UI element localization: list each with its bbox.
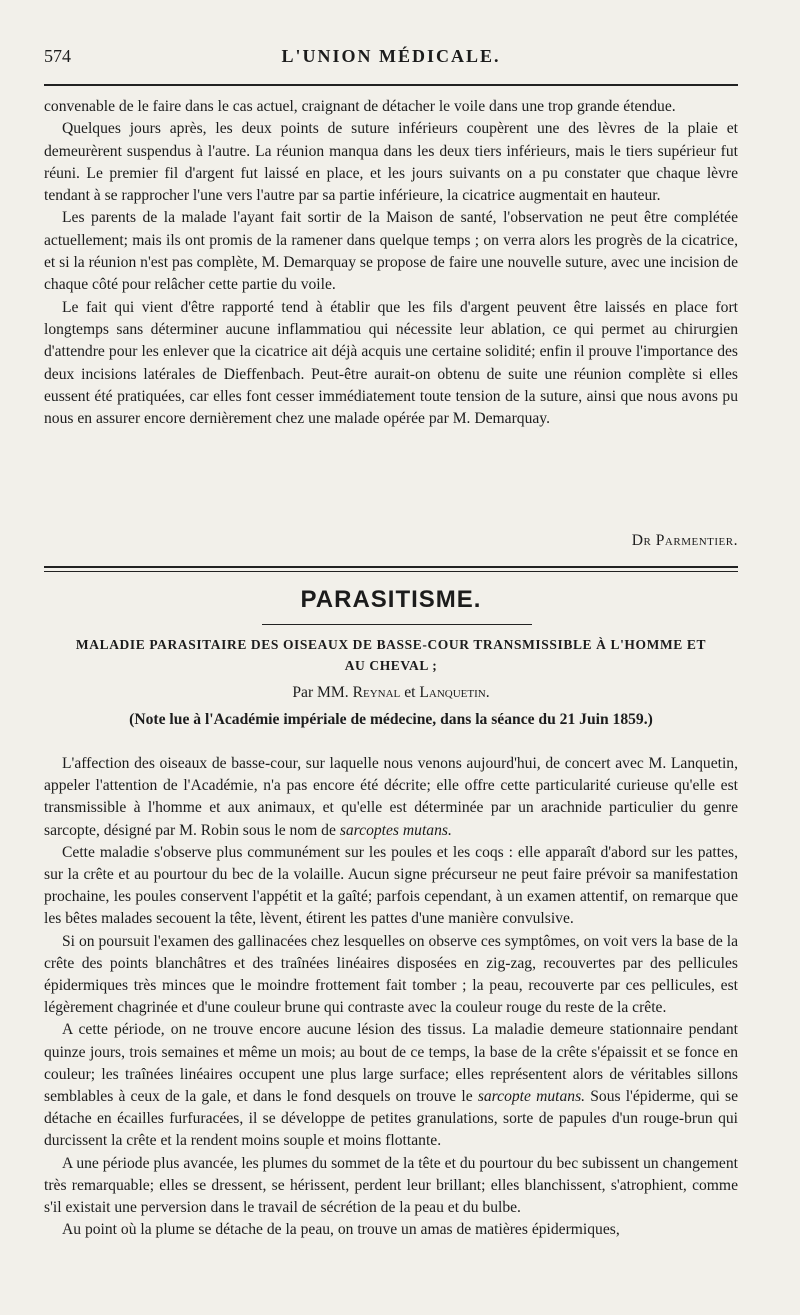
article-authors xyxy=(44,684,738,702)
paragraph xyxy=(44,753,738,842)
running-header xyxy=(44,46,738,76)
paragraph: Le fait qui vient d'être rapporté tend à établir que les fils d'argent peuvent être laissés en place fort longtemps sans déterminer aucune inflammatiou qui nécessite leur ablation, ce qui permet au chirurgien d'attendre pour les enlever que la cicatrice ait déjà acquis une certaine solidité; enfin il prouve l'importance des deux incisions latérales de Dieffenbach. Peut-être aurait-on obtenu de suite une réunion complète si elles eussent été pratiquées, car elles font cesser immédiatement toute tension de la suture, ainsi que nous avons pu nous en assurer encore dernièrement chez une malade opérée par M. Demarquay. xyxy=(44,298,738,428)
header-rule xyxy=(44,84,738,86)
section-title: PARASITISME. xyxy=(300,586,482,613)
journal-title: L'UNION MÉDICALE. xyxy=(281,46,501,66)
paragraph-text: A cette période, on ne trouve encore aucune lésion des tissus. La maladie demeure stationnaire pendant quinze jours, trois semaines et même un mois; au bout de ce temps, la base de la crête s'épaissit et se fonce en couleur; les traînées linéaires occupent une plus large surface; elles représentent alors de véritables sillons semblables à ceux de la gale, et dans le fond desquels on trouve le xyxy=(44,1021,738,1106)
paragraph-text: Sous l'épiderme, qui se détache en écailles furfuracées, il se développe de petites granulations, sorte de papules d'un rouge-brun qui durcissent la crête et la rendent moins souple et moins flottante. xyxy=(44,1088,739,1150)
paragraph: A une période plus avancée, les plumes du sommet de la tête et du pourtour du bec subissent un changement très remarquable; elles se dressent, se hérissent, perdent leur brillant; elles blanchissent, s'atrophient, comme s'il existait une perversion dans le travail de sécrétion de la peau et du bulbe. xyxy=(44,1154,738,1217)
author-name: Lanquetin. xyxy=(419,684,490,701)
title-underline xyxy=(262,624,532,625)
article-continuation xyxy=(44,96,738,430)
article-title-line-2: AU CHEVAL ; xyxy=(344,658,438,673)
paragraph: Les parents de la malade l'ayant fait sortir de la Maison de santé, l'observation ne peut être complétée actuellement; mais ils ont promis de la ramener dans quelque temps ; on verra alors les progrès de la cicatrice, et si la réunion n'est pas complète, M. Demarquay se propose de faire une nouvelle suture, avec une incision de chaque côté pour relâcher cette partie du voile. xyxy=(44,209,738,294)
paragraph-text: L'affection des oiseaux de basse-cour, sur laquelle nous venons aujourd'hui, de concert avec M. Lanquetin, appeler l'attention de l'Académie, n'a pas encore été décrite; elle offre cette particularité curieuse qu'elle est transmissible à l'homme et aux animaux, et qu'elle est déterminée par un arachnide particulier du genre sarcopte, désigné par M. Robin sous le nom de xyxy=(44,755,738,839)
paragraph: convenable de le faire dans le cas actuel, craignant de détacher le voile dans une trop grande étendue. xyxy=(44,98,676,115)
species-name: sarcopte mutans. xyxy=(477,1088,586,1106)
authors-joiner: et xyxy=(404,684,416,701)
article-note: (Note lue à l'Académie impériale de médecine, dans la séance du 21 Juin 1859.) xyxy=(129,711,653,728)
article-title-line-1: MALADIE PARASITAIRE DES OISEAUX DE BASSE-COUR TRANSMISSIBLE À L'HOMME ET xyxy=(75,637,707,652)
paragraph: Quelques jours après, les deux points de suture inférieurs coupèrent une des lèvres de la plaie et demeurèrent suspendus à l'autre. La réunion manqua dans les deux tiers inférieurs, mais le tiers supérieur fut réuni. Le premier fil d'argent fut laissé en place, et les jours suivants on a pu constater que chaque lèvre tendant à se rapprocher l'une vers l'autre par sa partie inférieure, la cicatrice augmentait en hauteur. xyxy=(44,120,738,205)
paragraph: Cette maladie s'observe plus communément sur les poules et les coqs : elle apparaît d'abord sur les pattes, sur la crête et au pourtour du bec de la volaille. Aucun signe précurseur ne peut faire prévoir sa manifestation prochaine, les poules conservent l'appétit et la gaîté; parfois cependant, à un examen attentif, on remarque que les bêtes malades secouent la tête, lèvent, étirent les pattes d'une manière convulsive. xyxy=(44,843,738,928)
species-name: sarcoptes mutans. xyxy=(339,821,452,839)
authors-prefix: Par MM. xyxy=(292,684,349,701)
paragraph xyxy=(44,1019,738,1152)
page-number: 574 xyxy=(44,46,71,66)
author-name: Reynal xyxy=(352,684,401,701)
paragraph: Au point où la plume se détache de la peau, on trouve un amas de matières épidermiques, xyxy=(62,1221,620,1239)
article-title xyxy=(44,634,738,676)
section-divider-thin xyxy=(44,571,738,572)
article-body xyxy=(44,753,738,1241)
author-signature: Dr Parmentier. xyxy=(631,532,738,549)
section-divider xyxy=(44,566,738,568)
paragraph: Si on poursuit l'examen des gallinacées chez lesquelles on observe ces symptômes, on voit vers la base de la crête des points blanchâtres et des traînées linéaires disposées en zig-zag, recouvertes par des pellicules épidermiques très minces que le moindre frottement fait tomber ; la peau, recouverte par ces pellicules, est légèrement chagrinée et d'une couleur brune qui contraste avec la couleur rouge du reste de la crête. xyxy=(44,932,738,1017)
